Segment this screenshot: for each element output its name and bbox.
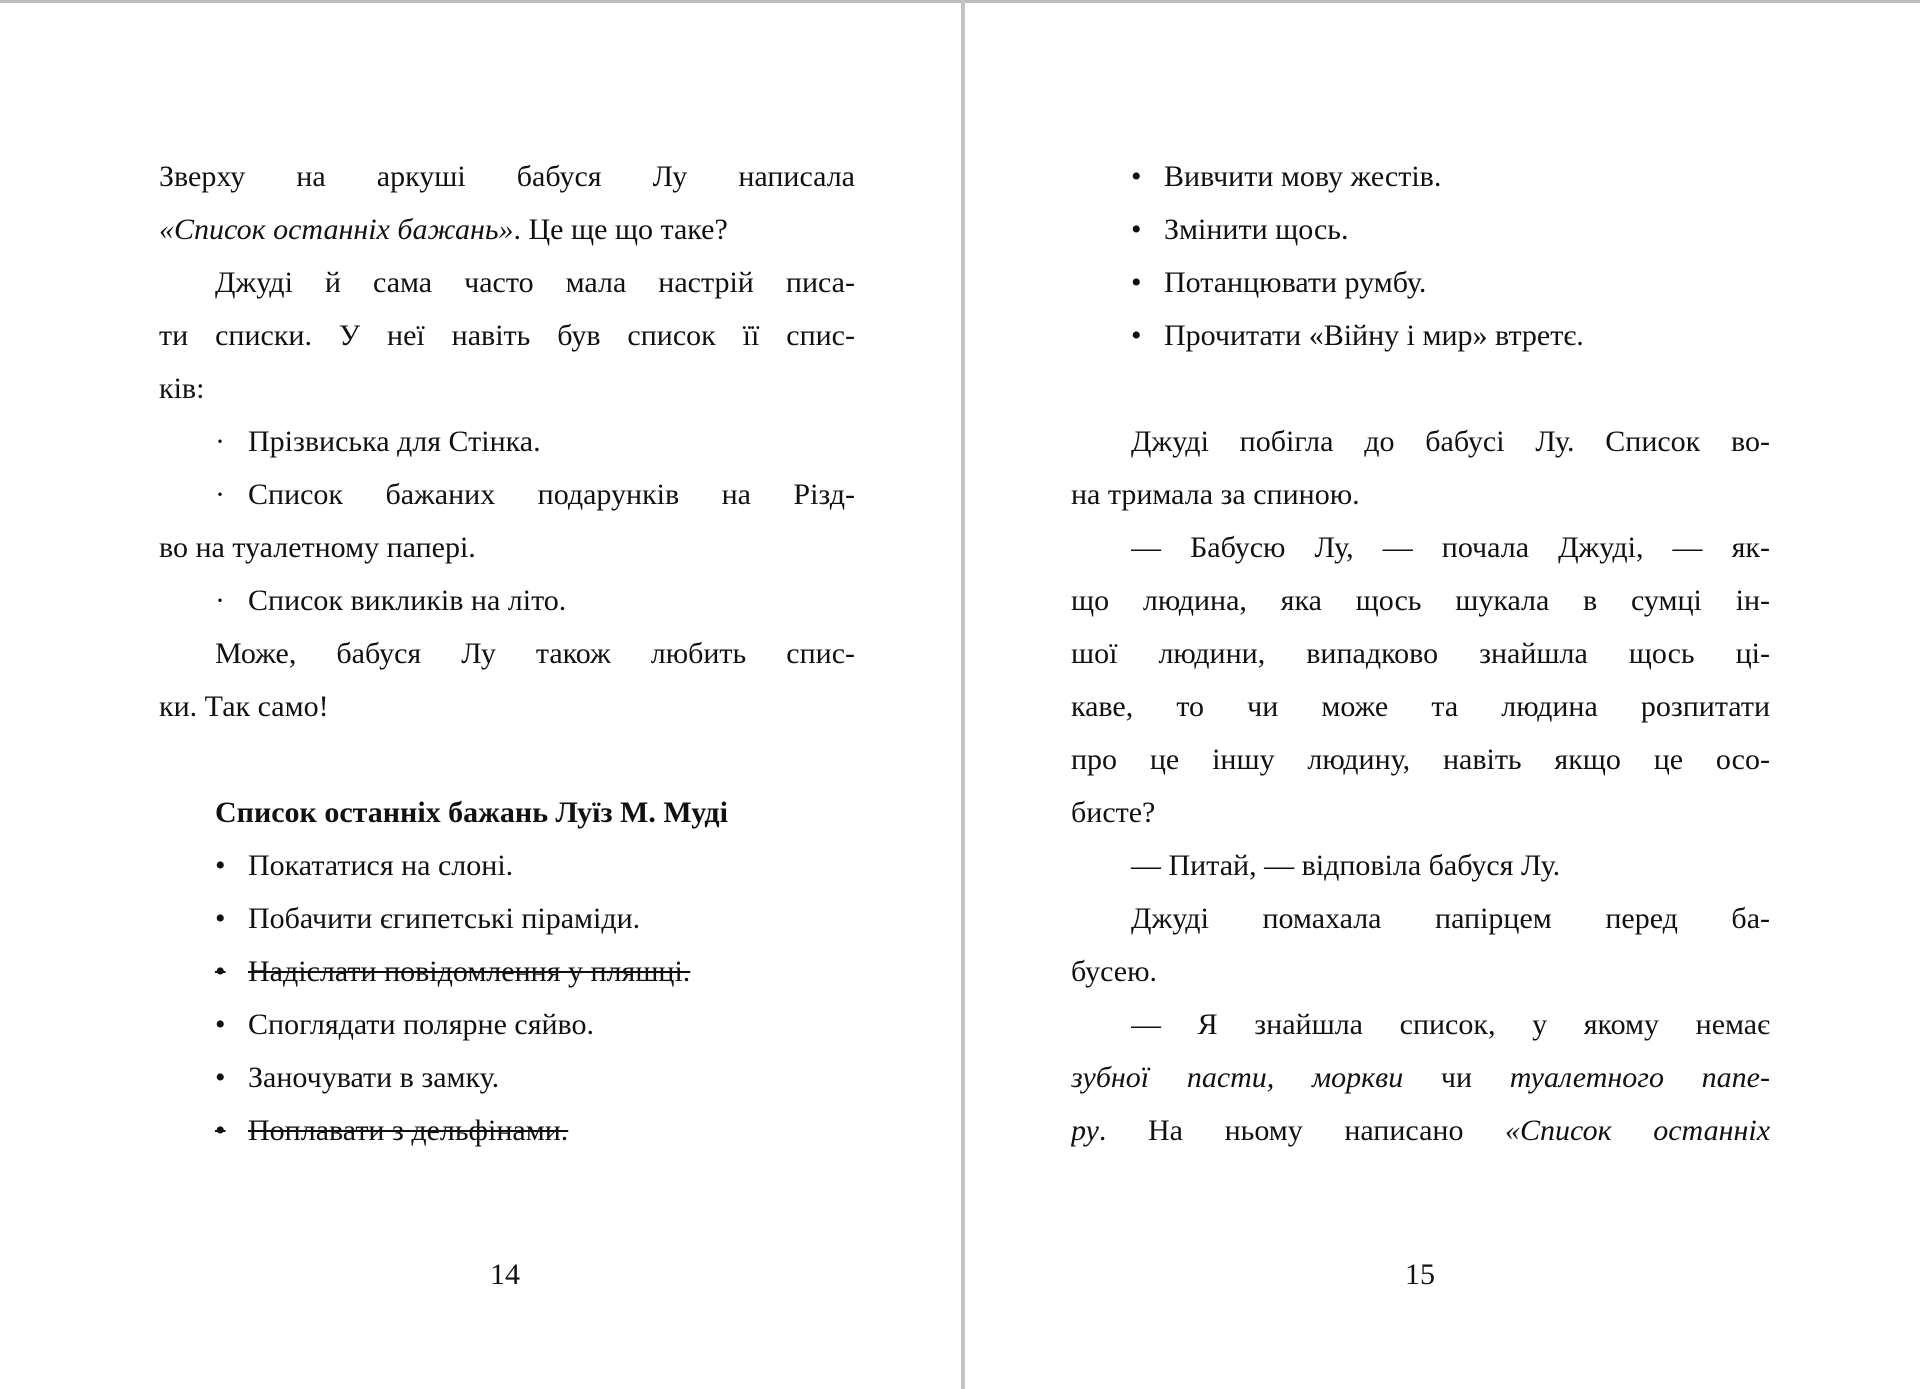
paragraph-line [1131, 998, 1770, 1051]
right-page [965, 0, 1920, 1389]
bullet-icon: • [215, 849, 226, 882]
wishlist-item-crossed-out [215, 945, 855, 998]
wishlist-item [215, 839, 855, 892]
text: бисте? [1071, 796, 1156, 829]
list-item-continuation [159, 521, 855, 574]
bullet-icon: • [215, 955, 226, 988]
bullet-icon: • [215, 1114, 226, 1147]
wishlist-item-crossed-out [215, 1104, 855, 1157]
wishlist-item-text: Надіслати повідомлення у пляшці. [248, 955, 691, 988]
italic-text: туалетного папе- [1509, 1061, 1770, 1094]
wishlist-item [215, 892, 855, 945]
italic-title: «Список останніх [1505, 1114, 1770, 1147]
paragraph-line [215, 627, 855, 680]
wishlist-item-text: Заночувати в замку. [248, 1061, 500, 1094]
text: Джуді й сама часто мала настрій писа- [215, 266, 855, 299]
wishlist-heading [215, 786, 855, 839]
paragraph-line [1071, 627, 1770, 680]
list-item-text: Список бажаних подарунків на Різд- [248, 478, 855, 511]
paragraph-line [1131, 521, 1770, 574]
text: Може, бабуся Лу також любить спис- [215, 637, 855, 670]
wishlist-item [1131, 256, 1771, 309]
wishlist-item [215, 998, 855, 1051]
paragraph-line [1071, 786, 1770, 839]
dot-bullet-icon: · [215, 478, 225, 511]
paragraph-line [1131, 839, 1770, 892]
wishlist-item-text: Потанцювати румбу. [1164, 266, 1427, 299]
wishlist-item-text: Побачити єгипетські піраміди. [248, 902, 641, 935]
paragraph-line [159, 309, 855, 362]
paragraph-line [215, 256, 855, 309]
bullet-icon: • [215, 1008, 226, 1041]
paragraph-line [1071, 945, 1770, 998]
paragraph-line [1071, 1051, 1770, 1104]
italic-text: ру [1071, 1114, 1099, 1147]
wishlist-item-text: Змінити щось. [1164, 213, 1349, 246]
list-item-text: Список викликів на літо. [248, 584, 567, 617]
list-item-text: Прізвиська для Стінка. [248, 425, 541, 458]
wishlist-item [1131, 203, 1771, 256]
text: бусею. [1071, 955, 1158, 988]
text: ки. Так само! [159, 690, 329, 723]
wishlist-item-text: Прочитати «Війну і мир» втретє. [1164, 319, 1584, 352]
text: Джуді помахала папірцем перед ба- [1131, 902, 1770, 935]
wishlist-item-text: Споглядати полярне сяйво. [248, 1008, 595, 1041]
dot-bullet-icon: · [215, 425, 225, 458]
text: ків: [159, 372, 205, 405]
paragraph-line [159, 203, 855, 256]
paragraph-line [159, 150, 855, 203]
text: про це іншу людину, навіть якщо це осо- [1071, 743, 1770, 776]
paragraph-line [1071, 1104, 1770, 1157]
text: каве, то чи може та людина розпитати [1071, 690, 1770, 723]
bullet-icon: • [1131, 160, 1142, 193]
text: ти списки. У неї навіть був список її спис- [159, 319, 855, 352]
text: — Питай, — відповіла бабуся Лу. [1131, 849, 1561, 882]
wishlist-item-text: Покататися на слоні. [248, 849, 514, 882]
paragraph-line [1131, 892, 1770, 945]
list-item [215, 574, 855, 627]
paragraph-line [1071, 468, 1770, 521]
text: Зверху на аркуші бабуся Лу написала [159, 160, 855, 193]
bullet-icon: • [1131, 319, 1142, 352]
text: . На ньому написано [1098, 1114, 1506, 1147]
text: Джуді побігла до бабусі Лу. Список во- [1131, 425, 1770, 458]
text: чи [1403, 1061, 1510, 1094]
paragraph-line [1071, 680, 1770, 733]
page-number: 15 [1405, 1258, 1435, 1291]
wishlist-item-text: Поплавати з дельфінами. [248, 1114, 569, 1147]
paragraph-line [1071, 733, 1770, 786]
text: . Це ще що таке? [513, 213, 728, 246]
text: на тримала за спиною. [1071, 478, 1360, 511]
list-item [215, 415, 855, 468]
wishlist-item [1131, 309, 1771, 362]
page-number: 14 [490, 1258, 520, 1291]
bullet-icon: • [1131, 266, 1142, 299]
italic-title: «Список останніх бажань» [159, 213, 514, 246]
text: во на туалетному папері. [159, 531, 476, 564]
dot-bullet-icon: · [215, 584, 225, 617]
text: шої людини, випадково знайшла щось ці- [1071, 637, 1770, 670]
bullet-icon: • [215, 902, 226, 935]
text: — Бабусю Лу, — почала Джуді, — як- [1131, 531, 1770, 564]
paragraph-line [1071, 574, 1770, 627]
paragraph-line [1131, 415, 1770, 468]
wishlist-item [215, 1051, 855, 1104]
list-item [215, 468, 855, 521]
paragraph-line [159, 362, 855, 415]
bullet-icon: • [215, 1061, 226, 1094]
text: що людина, яка щось шукала в сумці ін- [1071, 584, 1770, 617]
paragraph-line [159, 680, 855, 733]
wishlist-item-text: Вивчити мову жестів. [1164, 160, 1442, 193]
text: — Я знайшла список, у якому немає [1131, 1008, 1770, 1041]
wishlist-item [1131, 150, 1771, 203]
italic-text: зубної пасти, моркви [1071, 1061, 1404, 1094]
bullet-icon: • [1131, 213, 1142, 246]
heading-text: Список останніх бажань Луїз М. Муді [215, 796, 728, 829]
